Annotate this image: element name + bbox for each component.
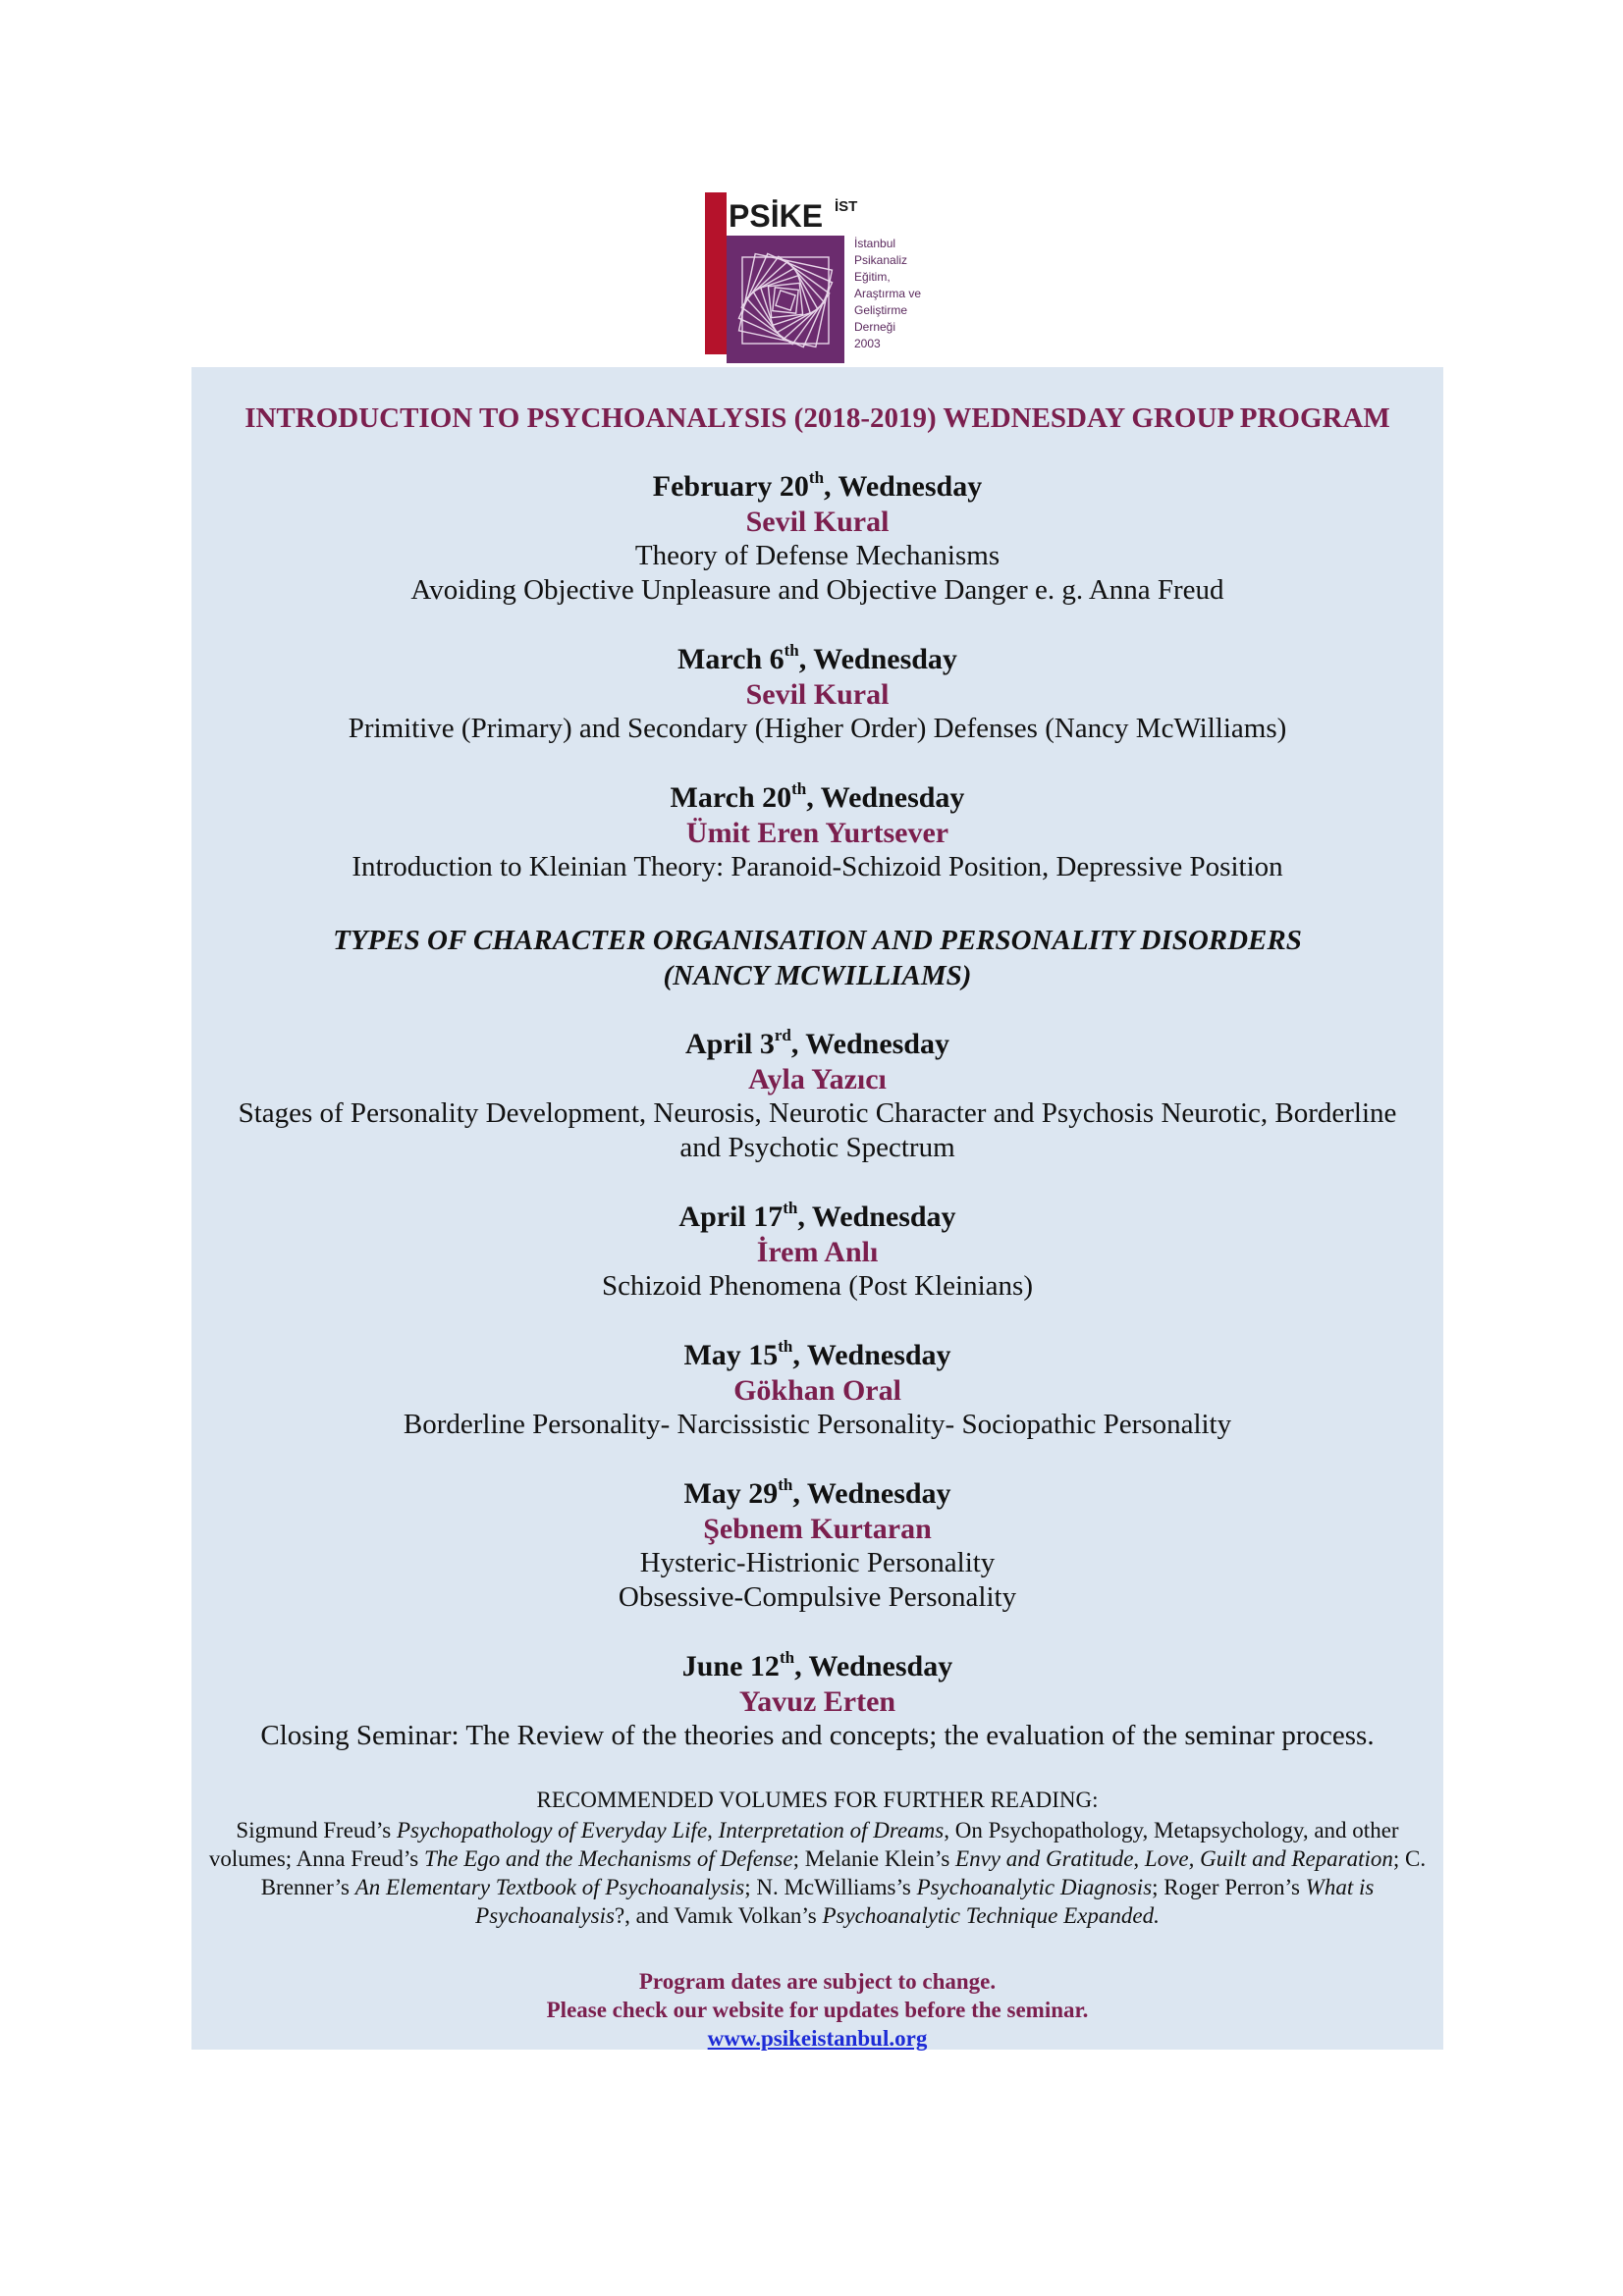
reading-text: Sigmund Freud’s <box>236 1818 397 1842</box>
logo-title: PSİKE <box>729 198 824 234</box>
logo-org-line: Geliştirme <box>854 303 908 317</box>
session-topic: Introduction to Kleinian Theory: Paranoid-Schizoid Position, Depressive Position <box>352 851 1283 882</box>
session-date: April 3rd, Wednesday <box>684 1026 949 1060</box>
logo-year-badge: 15. YIL <box>692 208 708 250</box>
reading-text: ; C. Brenner’s <box>260 1846 1427 1899</box>
reading-text: ?, and Vamık Volkan’s <box>614 1903 823 1928</box>
session-topic: Stages of Personality Development, Neurosis, Neurotic Character and Psychosis Neurotic, Borderline <box>238 1097 1397 1129</box>
program-panel <box>191 367 1443 2050</box>
reading-list <box>196 1816 1438 1930</box>
reading-text: , <box>1133 1846 1145 1871</box>
section-heading <box>191 923 1443 993</box>
session-topic: Borderline Personality- Narcissistic Personality- Sociopathic Personality <box>403 1409 1232 1440</box>
session-topic: Schizoid Phenomena (Post Kleinians) <box>602 1270 1033 1302</box>
session-5 <box>191 1200 1443 1304</box>
session-1 <box>191 469 1443 608</box>
book-title: Interpretation of Dreams <box>718 1818 945 1842</box>
website-link[interactable]: www.psikeistanbul.org <box>707 2026 928 2051</box>
reading-text: ; Melanie Klein’s <box>792 1846 956 1871</box>
session-speaker: Ümit Eren Yurtsever <box>685 817 949 849</box>
session-date: April 17th, Wednesday <box>678 1199 956 1233</box>
logo-org-line: Araştırma ve <box>854 287 922 300</box>
section-heading-line: (NANCY MCWILLIAMS) <box>663 960 972 991</box>
logo-org-line: Eğitim, <box>854 270 891 284</box>
session-date: June 12th, Wednesday <box>681 1648 953 1682</box>
book-title: The Ego and the Mechanisms of Defense <box>423 1846 793 1871</box>
session-topic: Theory of Defense Mechanisms <box>634 540 1001 571</box>
book-title: Psychopathology of Everyday Life <box>397 1818 708 1842</box>
session-date: March 20th, Wednesday <box>670 779 965 814</box>
notice-line: Please check our website for updates before the seminar. <box>546 1998 1089 2022</box>
session-date: March 6th, Wednesday <box>677 641 957 675</box>
session-speaker: İrem Anlı <box>756 1236 879 1268</box>
session-8 <box>191 1649 1443 1753</box>
spiral-flower-logo-icon <box>727 236 844 363</box>
session-date: May 29th, Wednesday <box>683 1475 951 1510</box>
logo-org-line: Psikanaliz <box>854 253 908 267</box>
logo-title-suffix: İST <box>835 198 858 215</box>
session-topic: Closing Seminar: The Review of the theories and concepts; the evaluation of the seminar process. <box>260 1720 1375 1751</box>
reading-text: , <box>707 1818 719 1842</box>
session-date: February 20th, Wednesday <box>652 468 983 503</box>
book-title: An Elementary Textbook of Psychoanalysis <box>354 1875 745 1899</box>
schedule-notice <box>191 1967 1443 2053</box>
session-2 <box>191 642 1443 746</box>
reading-text: ; N. McWilliams’s <box>744 1875 917 1899</box>
book-title: Psychoanalytic Technique Expanded. <box>822 1903 1160 1928</box>
session-topic: Primitive (Primary) and Secondary (Higher Order) Defenses (Nancy McWilliams) <box>348 713 1287 744</box>
session-date: May 15th, Wednesday <box>683 1337 951 1371</box>
session-speaker: Sevil Kural <box>745 506 890 538</box>
session-4 <box>191 1027 1443 1165</box>
session-topic: Hysteric-Histrionic Personality <box>639 1547 996 1578</box>
reading-heading: RECOMMENDED VOLUMES FOR FURTHER READING: <box>536 1788 1099 1812</box>
book-title: Psychoanalytic Diagnosis <box>916 1875 1153 1899</box>
session-speaker: Gökhan Oral <box>733 1374 901 1407</box>
session-6 <box>191 1338 1443 1442</box>
reading-text: ; Roger Perron’s <box>1152 1875 1306 1899</box>
logo-year-band <box>692 192 727 354</box>
book-title: Envy and Gratitude <box>955 1846 1134 1871</box>
logo-org-line: İstanbul <box>854 237 896 250</box>
session-speaker: Şebnem Kurtaran <box>703 1513 932 1545</box>
session-topic: Avoiding Objective Unpleasure and Objective Danger e. g. Anna Freud <box>410 574 1224 606</box>
psikeist-logo <box>692 192 941 369</box>
session-topic: Obsessive-Compulsive Personality <box>618 1581 1017 1613</box>
book-title: Love, Guilt and Reparation <box>1144 1846 1393 1871</box>
session-7 <box>191 1476 1443 1615</box>
notice-line: Program dates are subject to change. <box>638 1969 997 1994</box>
session-speaker: Ayla Yazıcı <box>748 1063 887 1095</box>
program-title: INTRODUCTION TO PSYCHOANALYSIS (2018-2019) WEDNESDAY GROUP PROGRAM <box>244 402 1390 434</box>
logo-org-line: 2003 <box>854 337 881 350</box>
session-speaker: Sevil Kural <box>745 678 890 711</box>
session-topic: and Psychotic Spectrum <box>679 1132 955 1163</box>
logo-org-name <box>854 236 943 352</box>
section-heading-line: TYPES OF CHARACTER ORGANISATION AND PERSONALITY DISORDERS <box>333 925 1302 956</box>
book-title: What is Psychoanalysis <box>475 1875 1375 1928</box>
reading-text: , On Psychopathology, Metapsychology, and other volumes; Anna Freud’s <box>208 1818 1399 1871</box>
logo-org-line: Derneği <box>854 320 896 334</box>
session-speaker: Yavuz Erten <box>738 1685 896 1718</box>
session-3 <box>191 780 1443 884</box>
